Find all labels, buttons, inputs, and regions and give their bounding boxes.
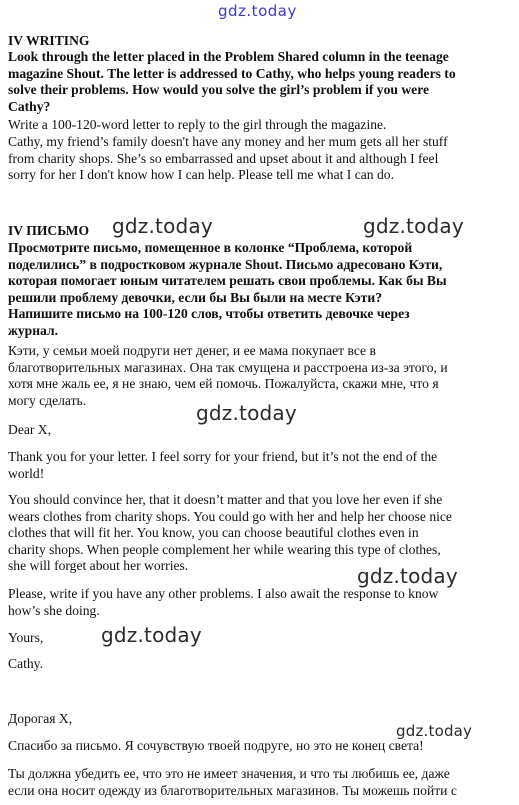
answer-en-greeting: Dear X, [8,422,52,437]
paragraph-line: how’s she doing. [8,602,100,618]
answer-ru-paragraph-1: Спасибо за письмо. Я сочувствую твоей подруге, но это не конец света! [8,738,424,753]
letter-line: благотворительных магазинах. Она так смущена и расстроена из-за этого, и [8,359,448,375]
paragraph-line: world! [8,465,45,481]
letter-line: Cathy, my friend’s family doesn't have any money and her mum gets all her stuff [8,134,448,149]
answer-en-paragraph-3 [8,586,513,619]
letter-line: sorry for her I don't know how I can help. Please tell me what I can do. [8,167,394,183]
paragraph-line: charity shops. When people complement her while wearing this type of clothes, [8,541,441,557]
paragraph-line: если она носит одежду из благотворительных магазинов. Ты можешь пойти с [8,782,457,798]
task-line: solve their problems. How would you solve the girl’s problem if you were [8,82,430,98]
task-line: Просмотрите письмо, помещенное в колонке “Проблема, которой [8,240,413,255]
watermark: gdz.today [357,564,458,588]
paragraph-line: wears clothes from charity shops. You could go with her and help her choose nice [8,508,452,524]
section1-letter [8,134,513,184]
letter-line: from charity shops. She’s so embarrassed and upset about it and although I feel [8,150,439,166]
watermark: gdz.today [363,214,464,238]
task-line: magazine Shout. The letter is addressed to Cathy, who helps young readers to [8,65,456,81]
paragraph-line: Ты должна убедить ее, что это не имеет значения, и что ты любишь ее, даже [8,766,450,781]
watermark: gdz.today [101,623,202,647]
answer-en-closing: Yours, [8,630,44,645]
task-line: Cathy? [8,98,51,114]
section1-task [8,49,513,115]
letter-line: Кэти, у семьи моей подруги нет денег, и ее мама покупает все в [8,343,376,358]
letter-line: могу сделать. [8,392,87,408]
paragraph-line: You should convince her, that it doesn’t matter and that you love her even if she [8,492,443,507]
section2-letter [8,343,513,409]
section1-instruction: Write a 100-120-word letter to reply to the girl through the magazine. [8,117,387,132]
watermark: gdz.today [112,214,213,238]
paragraph-line: Please, write if you have any other problems. I also await the response to know [8,586,439,601]
watermark: gdz.today [396,722,473,740]
section2-heading: IV ПИСЬМО [8,223,90,238]
answer-en-paragraph-1 [8,449,513,482]
watermark: gdz.today [196,401,297,425]
section1-heading: IV WRITING [8,33,90,48]
paragraph-line: she will forget about her worries. [8,558,189,574]
task-line: Напишите письмо на 100-120 слов, чтобы ответить девочке через [8,306,410,322]
watermark-top: gdz.today [218,2,297,20]
paragraph-line: clothes that will fit her. You know, you can choose beautiful clothes even in [8,525,419,541]
task-line: журнал. [8,322,58,338]
paragraph-line: Thank you for your letter. I feel sorry for your friend, but it’s not the end of the [8,449,438,464]
task-line: которая помогает юным читателем решать свои проблемы. Как бы Вы [8,273,447,289]
letter-line: хотя мне жаль ее, я не знаю, чем ей помочь. Пожалуйста, скажи мне, что я [8,376,439,392]
answer-en-paragraph-2 [8,492,513,575]
section2-task [8,240,513,340]
answer-ru-greeting: Дорогая Х, [8,711,73,726]
task-line: решили проблему девочки, если бы Вы были на месте Кэти? [8,289,382,305]
answer-ru-paragraph-2 [8,766,513,799]
answer-en-signature: Cathy. [8,656,43,671]
task-line: поделились” в подростковом журнале Shout. Письмо адресовано Кэти, [8,256,443,272]
task-line: Look through the letter placed in the Problem Shared column in the teenage [8,49,449,64]
